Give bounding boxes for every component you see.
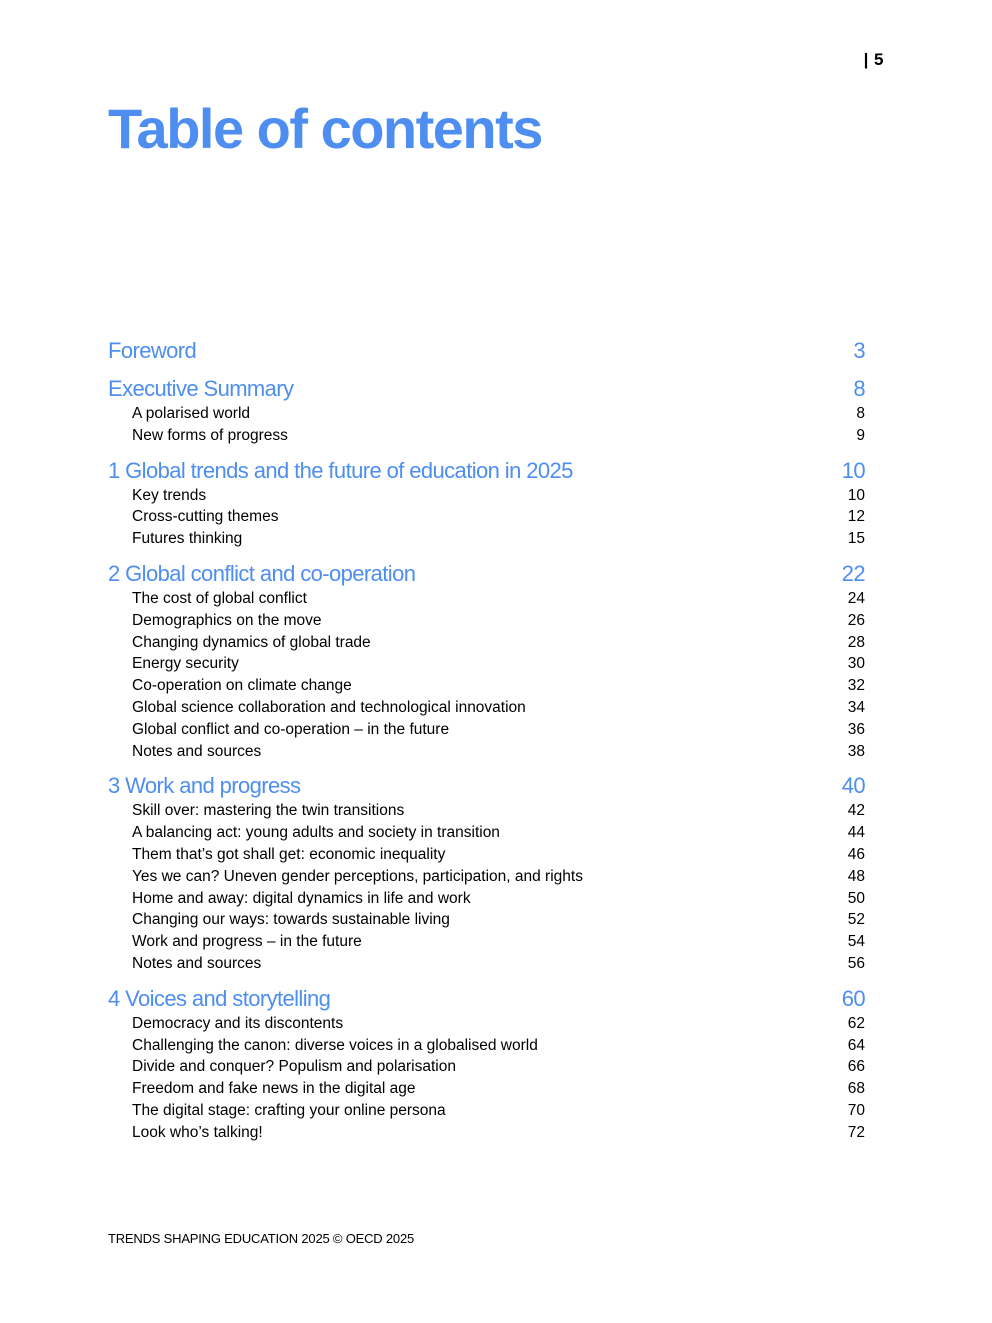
toc-entry-title: The cost of global conflict [132,589,307,607]
toc-chapter-title: 4 Voices and storytelling [108,985,331,1011]
toc-entry-title: Global conflict and co-operation – in the future [132,720,450,738]
table-of-contents [108,337,865,1154]
toc-entry-page: 38 [847,742,865,760]
toc-chapter-title: 3 Work and progress [108,773,301,799]
toc-chapter-page: 22 [841,560,865,586]
toc-entry-title: Freedom and fake news in the digital age [132,1080,416,1098]
toc-entry-page: 34 [847,698,865,716]
toc-entry-title: Demographics on the move [132,611,322,629]
toc-entry-page: 66 [847,1058,865,1076]
toc-entry-link[interactable] [108,1056,865,1078]
toc-entry-link[interactable] [108,931,865,953]
toc-entry-title: Changing dynamics of global trade [132,633,371,651]
toc-entry-link[interactable] [108,528,865,550]
toc-entry-page: 8 [856,405,865,422]
toc-entry-link[interactable] [108,425,865,447]
toc-chapter-link[interactable] [108,985,865,1013]
toc-entry-link[interactable] [108,1035,865,1057]
toc-entry-page: 15 [847,530,865,548]
toc-entry-link[interactable] [108,844,865,866]
toc-section [108,772,865,974]
toc-entry-page: 70 [847,1101,865,1119]
toc-entry-title: Notes and sources [132,954,262,972]
toc-entry-page: 28 [847,633,865,651]
toc-entry-page: 56 [847,954,865,972]
toc-entry-link[interactable] [108,1100,865,1122]
toc-entry-page: 10 [847,486,865,504]
toc-entry-title: Look who’s talking! [132,1123,263,1141]
toc-entry-page: 36 [847,720,865,738]
page-number: | 5 [863,50,884,69]
toc-entry-link[interactable] [108,1013,865,1035]
toc-entry-title: The digital stage: crafting your online persona [132,1101,446,1119]
toc-entry-page: 30 [847,655,865,673]
toc-chapter-link[interactable] [108,457,865,485]
toc-chapter-page: 10 [841,457,865,483]
toc-entry-title: Key trends [132,486,207,504]
toc-entry-link[interactable] [108,1122,865,1144]
toc-entry-link[interactable] [108,632,865,654]
toc-entry-link[interactable] [108,588,865,610]
toc-entry-page: 72 [847,1123,865,1141]
toc-entry-link[interactable] [108,909,865,931]
toc-entry-link[interactable] [108,953,865,975]
toc-entry-link[interactable] [108,403,865,425]
toc-entry-page: 32 [847,677,865,695]
toc-chapter-page: 3 [853,338,865,363]
toc-chapter-link[interactable] [108,337,865,365]
page-title: Table of contents [108,97,542,160]
toc-entry-title: A polarised world [132,405,251,422]
toc-section [108,337,865,365]
toc-entry-link[interactable] [108,485,865,507]
toc-entry-page: 50 [847,889,865,907]
toc-entry-title: Notes and sources [132,742,262,760]
toc-chapter-title: 1 Global trends and the future of education in 2025 [108,457,573,483]
toc-chapter-page: 8 [853,376,865,401]
page-footer: TRENDS SHAPING EDUCATION 2025 © OECD 2025 [108,1231,415,1246]
toc-entry-page: 48 [847,867,865,885]
toc-entry-link[interactable] [108,888,865,910]
toc-entry-title: Energy security [132,655,239,673]
toc-entry-page: 44 [847,824,865,842]
toc-entry-title: Cross-cutting themes [132,508,279,526]
toc-entry-title: Divide and conquer? Populism and polarisation [132,1058,456,1076]
toc-entry-link[interactable] [108,866,865,888]
toc-chapter-page: 60 [841,985,865,1011]
toc-section [108,560,865,762]
toc-section [108,457,865,550]
toc-entry-link[interactable] [108,697,865,719]
toc-entry-link[interactable] [108,822,865,844]
toc-entry-title: Global science collaboration and technological innovation [132,698,526,716]
toc-entry-title: Them that’s got shall get: economic inequality [132,845,446,863]
toc-entry-link[interactable] [108,800,865,822]
toc-entry-title: A balancing act: young adults and society in transition [132,824,500,842]
toc-section [108,985,865,1144]
toc-entry-page: 62 [847,1014,865,1032]
toc-entry-page: 24 [847,589,865,607]
toc-entry-page: 12 [847,508,865,526]
toc-entry-title: Yes we can? Uneven gender perceptions, participation, and rights [132,867,583,885]
toc-entry-page: 9 [856,426,865,444]
toc-entry-page: 42 [847,802,865,820]
toc-entry-title: Co-operation on climate change [132,677,352,695]
toc-entry-title: Changing our ways: towards sustainable living [132,911,450,929]
toc-chapter-link[interactable] [108,560,865,588]
toc-entry-page: 26 [847,611,865,629]
toc-entry-title: Democracy and its discontents [132,1014,344,1032]
toc-chapter-title: Foreword [108,338,197,363]
toc-entry-page: 52 [847,911,865,929]
toc-chapter-title: 2 Global conflict and co-operation [108,560,416,586]
toc-entry-title: New forms of progress [132,426,288,444]
toc-entry-link[interactable] [108,1078,865,1100]
toc-chapter-link[interactable] [108,772,865,800]
toc-entry-page: 68 [847,1080,865,1098]
toc-entry-title: Work and progress – in the future [132,933,362,951]
toc-entry-link[interactable] [108,610,865,632]
toc-section [108,375,865,447]
toc-entry-title: Challenging the canon: diverse voices in a globalised world [132,1036,538,1054]
toc-entry-title: Home and away: digital dynamics in life and work [132,889,471,907]
toc-chapter-title: Executive Summary [108,376,294,401]
toc-entry-link[interactable] [108,653,865,675]
toc-entry-title: Skill over: mastering the twin transitions [132,802,405,820]
toc-chapter-page: 40 [841,773,865,799]
toc-entry-page: 54 [847,933,865,951]
toc-entry-page: 64 [847,1036,865,1054]
toc-entry-link[interactable] [108,741,865,763]
toc-entry-link[interactable] [108,675,865,697]
toc-entry-page: 46 [847,845,865,863]
toc-entry-link[interactable] [108,506,865,528]
toc-entry-title: Futures thinking [132,530,243,548]
toc-entry-link[interactable] [108,719,865,741]
toc-chapter-link[interactable] [108,375,865,403]
